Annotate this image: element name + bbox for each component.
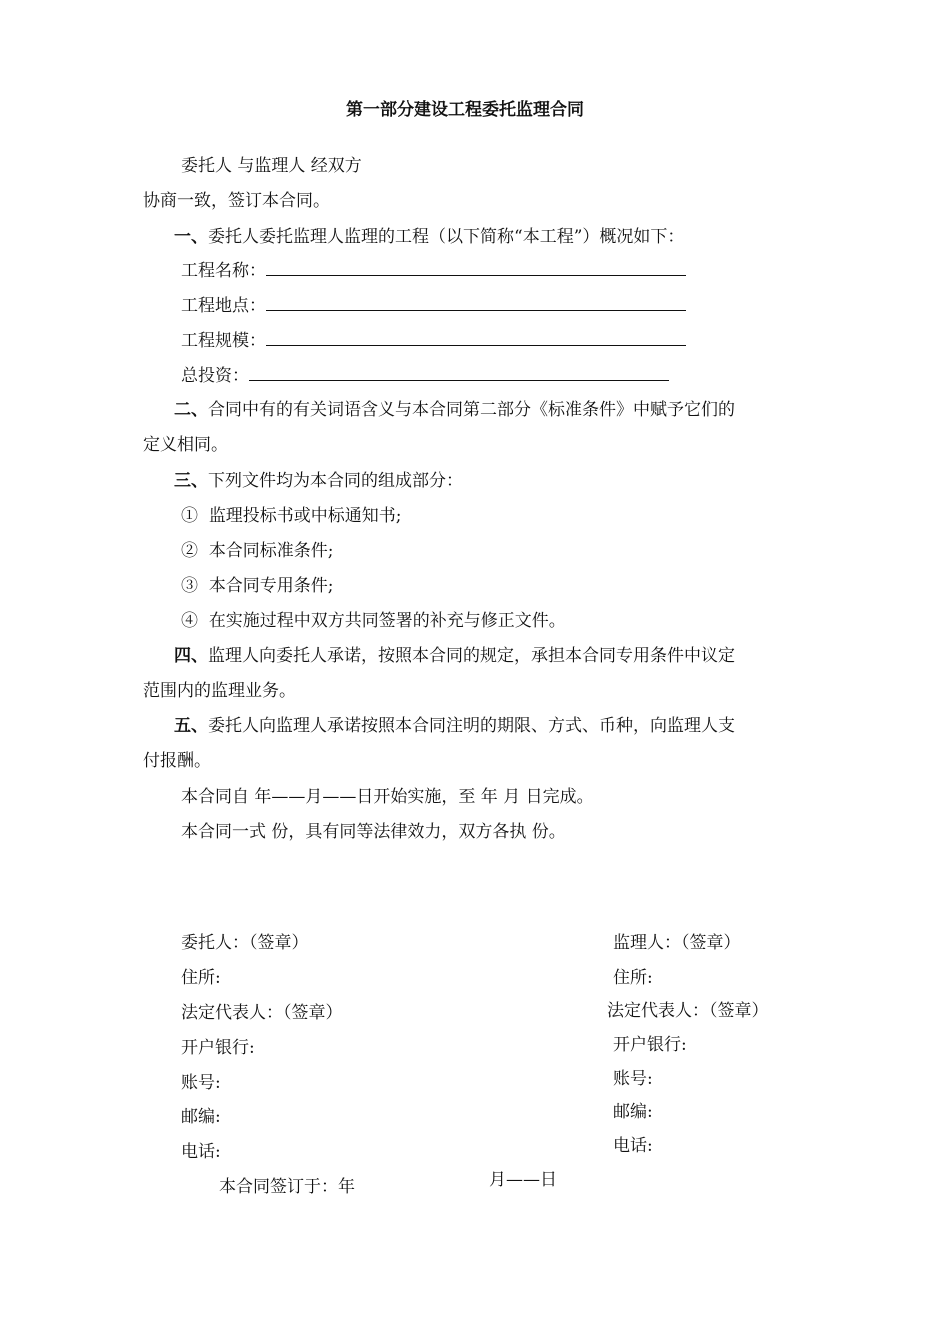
supervisor-legal-rep: 法定代表人：（签章） xyxy=(607,1001,769,1021)
list-marker: ③ xyxy=(181,576,198,596)
list-item-text: 本合同标准条件; xyxy=(208,541,334,561)
clause-1 xyxy=(174,226,684,248)
supervisor-bank: 开户银行: xyxy=(613,1035,687,1055)
list-item-text: 监理投标书或中标通知书; xyxy=(208,506,402,526)
clause-5-text: 委托人向监理人承诺按照本合同注明的期限、方式、币种，向监理人支 xyxy=(208,716,735,736)
field-project-scale xyxy=(181,330,686,352)
list-item-text: 本合同专用条件; xyxy=(208,576,334,596)
clause-5-line-1 xyxy=(174,715,735,737)
field-project-name xyxy=(181,260,686,282)
clause-4-line-2: 范围内的监理业务。 xyxy=(143,681,296,701)
intro-line-1: 委托人 与监理人 经双方 xyxy=(181,156,362,176)
list-item xyxy=(181,610,566,632)
list-item xyxy=(181,540,334,562)
list-marker: ① xyxy=(181,506,198,526)
supervisor-phone: 电话: xyxy=(613,1136,653,1156)
clause-5-number: 五、 xyxy=(174,716,208,736)
client-address: 住所: xyxy=(181,968,221,988)
client-legal-rep: 法定代表人：（签章） xyxy=(181,1003,343,1023)
blank-line xyxy=(266,331,686,346)
intro-line-2: 协商一致，签订本合同。 xyxy=(143,191,330,211)
supervisor-postcode: 邮编: xyxy=(613,1102,653,1122)
clause-4-number: 四、 xyxy=(174,646,208,666)
signed-date-label: 本合同签订于：年 xyxy=(219,1177,355,1197)
client-phone: 电话: xyxy=(181,1142,221,1162)
field-label: 工程规模： xyxy=(181,331,266,351)
signed-date-rest: 月——日 xyxy=(489,1170,557,1190)
list-item-text: 在实施过程中双方共同签署的补充与修正文件。 xyxy=(208,611,566,631)
clause-1-text: 委托人委托监理人监理的工程（以下简称“本工程”）概况如下： xyxy=(208,227,685,247)
supervisor-account: 账号: xyxy=(613,1069,653,1089)
field-project-location xyxy=(181,295,686,317)
field-label: 总投资： xyxy=(181,366,249,386)
clause-2-number: 二、 xyxy=(174,400,208,420)
clause-3 xyxy=(174,470,463,492)
clause-2-line-1 xyxy=(174,399,735,421)
clause-1-number: 一、 xyxy=(174,227,208,247)
field-total-investment xyxy=(181,365,669,387)
clause-2-text: 合同中有的有关词语含义与本合同第二部分《标准条件》中赋予它们的 xyxy=(208,400,735,420)
clause-4-line-1 xyxy=(174,645,735,667)
list-marker: ④ xyxy=(181,611,198,631)
supervisor-party: 监理人：（签章） xyxy=(613,933,741,953)
clause-3-number: 三、 xyxy=(174,471,208,491)
field-label: 工程地点： xyxy=(181,296,266,316)
clause-3-text: 下列文件均为本合同的组成部分： xyxy=(208,471,463,491)
list-item xyxy=(181,505,402,527)
client-postcode: 邮编: xyxy=(181,1107,221,1127)
supervisor-address: 住所: xyxy=(613,968,653,988)
contract-title: 第一部分建设工程委托监理合同 xyxy=(346,100,584,120)
client-bank: 开户银行: xyxy=(181,1038,255,1058)
blank-line xyxy=(249,366,669,381)
contract-term: 本合同自 年——月——日开始实施，至 年 月 日完成。 xyxy=(181,787,594,807)
blank-line xyxy=(266,296,686,311)
list-marker: ② xyxy=(181,541,198,561)
list-item xyxy=(181,575,334,597)
clause-4-text: 监理人向委托人承诺，按照本合同的规定，承担本合同专用条件中议定 xyxy=(208,646,735,666)
field-label: 工程名称： xyxy=(181,261,266,281)
contract-copies: 本合同一式 份，具有同等法律效力，双方各执 份。 xyxy=(181,822,566,842)
client-party: 委托人：（签章） xyxy=(181,933,309,953)
clause-5-line-2: 付报酬。 xyxy=(143,751,211,771)
blank-line xyxy=(266,261,686,276)
clause-2-line-2: 定义相同。 xyxy=(143,435,228,455)
client-account: 账号: xyxy=(181,1073,221,1093)
